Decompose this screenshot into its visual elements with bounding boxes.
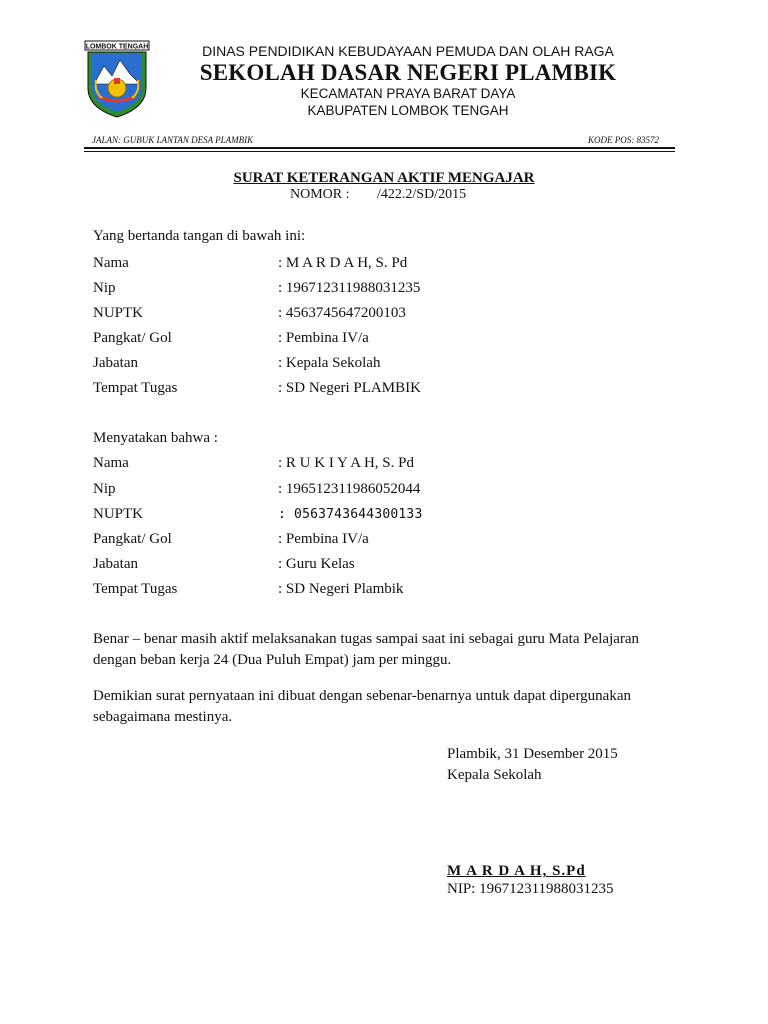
header-rule-thick: [84, 147, 675, 149]
signature-nip: NIP: 196712311988031235: [447, 881, 614, 897]
subject-position-label: Jabatan: [93, 556, 138, 572]
signer-nip-value: : 196712311988031235: [278, 280, 421, 296]
intro-text: Yang bertanda tangan di bawah ini:: [93, 228, 306, 244]
signer-workplace-value: : SD Negeri PLAMBIK: [278, 380, 421, 396]
signer-workplace-label: Tempat Tugas: [93, 380, 178, 396]
regency-logo: [84, 40, 150, 118]
subject-rank-label: Pangkat/ Gol: [93, 531, 172, 547]
department-name: DINAS PENDIDIKAN KEBUDAYAAN PEMUDA DAN OLAH RAGA: [202, 43, 614, 59]
signer-rank-label: Pangkat/ Gol: [93, 330, 172, 346]
signer-nip-label: Nip: [93, 280, 116, 296]
subject-nip-label: Nip: [93, 481, 116, 497]
signer-position-label: Jabatan: [93, 355, 138, 371]
subject-name-label: Nama: [93, 455, 129, 471]
signer-nuptk-value: : 4563745647200103: [278, 305, 406, 321]
subject-rank-value: : Pembina IV/a: [278, 531, 369, 547]
number-label: NOMOR :: [290, 187, 350, 202]
subject-workplace-value: : SD Negeri Plambik: [278, 581, 404, 597]
header-rule-thin: [84, 151, 675, 152]
signer-position-value: : Kepala Sekolah: [278, 355, 381, 371]
address: JALAN: GUBUK LANTAN DESA PLAMBIK: [92, 135, 254, 145]
postal-code: KODE POS: 83572: [588, 135, 659, 145]
district-name: KECAMATAN PRAYA BARAT DAYA: [300, 86, 516, 101]
subject-workplace-label: Tempat Tugas: [93, 581, 178, 597]
logo-caption: LOMBOK TENGAH: [85, 43, 149, 51]
document-title: SURAT KETERANGAN AKTIF MENGAJAR: [233, 170, 535, 186]
subject-name-value: : R U K I Y A H, S. Pd: [278, 455, 414, 471]
signer-name-label: Nama: [93, 255, 129, 271]
subject-nip-value: : 196512311986052044: [278, 481, 421, 497]
subject-nuptk-value: : 0563743644300133: [278, 507, 423, 522]
subject-nuptk-label: NUPTK: [93, 506, 144, 522]
paragraph-1-line-1: Benar – benar masih aktif melaksanakan tugas sampai saat ini sebagai guru Mata Pelajaran: [93, 631, 640, 647]
paragraph-2-line-1: Demikian surat pernyataan ini dibuat dengan sebenar-benarnya untuk dapat dipergunakan: [93, 688, 631, 704]
paragraph-2-line-2: sebagaimana mestinya.: [93, 709, 233, 725]
number-value: /422.2/SD/2015: [377, 187, 467, 202]
signer-rank-value: : Pembina IV/a: [278, 330, 369, 346]
regency-name: KABUPATEN LOMBOK TENGAH: [307, 103, 509, 118]
signature-name: M A R D A H, S.Pd: [447, 863, 586, 879]
signer-title: Kepala Sekolah: [447, 767, 542, 783]
subject-position-value: : Guru Kelas: [278, 556, 355, 572]
signer-name-value: : M A R D A H, S. Pd: [278, 255, 408, 271]
school-name: SEKOLAH DASAR NEGERI PLAMBIK: [199, 60, 617, 85]
place-date: Plambik, 31 Desember 2015: [447, 746, 618, 762]
statement-text: Menyatakan bahwa :: [93, 430, 218, 446]
signer-nuptk-label: NUPTK: [93, 305, 144, 321]
paragraph-1-line-2: dengan beban kerja 24 (Dua Puluh Empat) jam per minggu.: [93, 652, 452, 668]
